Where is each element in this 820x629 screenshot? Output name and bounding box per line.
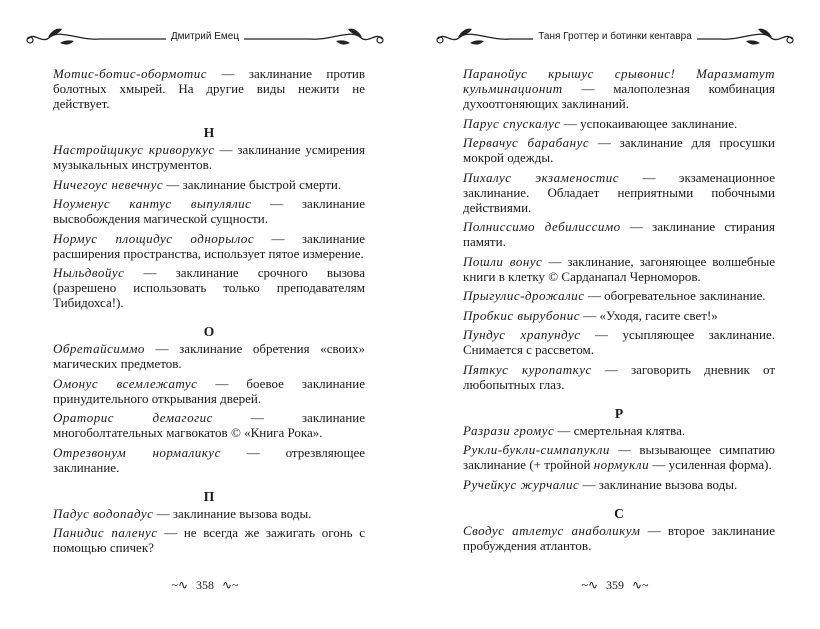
glossary-entry [463,254,775,284]
definition: — заклинание расширения пространства, использует пятое измерение. [53,230,365,261]
swirl-icon: ~∿ [581,578,598,592]
spell-term: Панидис паленус [53,525,158,540]
page-number [410,578,820,593]
section-letter: Р [614,405,624,421]
definition: — усиленная форма). [649,457,772,472]
glossary-entry [463,308,775,323]
glossary-entry [463,135,775,165]
definition: — заклинание вызова воды. [153,505,312,521]
spell-term: Прыгулис-дрожалис [463,288,585,303]
glossary-entry [463,219,775,249]
spell-term: Ноуменус кантус выпулялис [53,196,252,211]
running-header [20,27,390,49]
definition: — заклинание многоболтательных магвокатов © «Книга Рока». [53,410,366,440]
glossary-entry [463,288,775,303]
running-head-author: Дмитрий Емец [166,31,244,42]
glossary-entry [53,445,365,475]
definition: — «Уходя, гасите свет!» [580,307,718,323]
glossary-entry [53,376,365,406]
spell-term: Ораторис демагогис [53,410,213,425]
spell-term: Отрезвонум нормаликус [53,444,221,460]
right-page [410,0,820,629]
glossary-entry [463,523,775,553]
spell-term: Пундус храпундус [463,327,581,342]
spell-term: Полниссимо дебилиссимо [463,219,621,234]
spell-term: Пихалус экзаменостис [463,169,620,185]
definition: — усыпляющее заклинание. Снимается с рассветом. [463,327,775,357]
swirl-icon: ~∿ [171,578,188,592]
definition: — заклинание высвобождения магической сущности. [53,196,365,226]
glossary-entry [53,231,365,261]
section-letter: С [614,505,624,521]
spell-term: Сводус атлетус анаболикум [463,522,641,538]
section-letter: О [203,324,215,339]
definition: — заклинание срочного вызова (разрешено использовать только преподавателям Тибидохса!). [53,265,365,310]
glossary-entry [53,506,365,521]
spell-term: Пяткус куропаткус [463,361,592,377]
definition: — второе заклинание пробуждения атлантов. [463,522,775,553]
glossary-entry [53,410,365,440]
spell-term: Первачус барабанус [463,135,590,150]
glossary-entry [463,442,775,472]
definition: — отрезвляющее заклинание. [53,444,365,475]
glossary-entry [463,327,775,357]
definition: — не всегда же зажигать огонь с помощью спичек? [53,525,366,555]
glossary-entry [463,362,775,392]
glossary-entry [53,66,365,111]
spell-term: Парус спускалус [463,115,561,131]
definition: — смертельная клятва. [554,422,686,438]
spell-term: Пробкис вырубонис [463,307,580,323]
spell-term: Разрази громус [463,422,555,438]
spell-term: Настройщикус криворукус [53,142,215,157]
glossary-entry [53,142,365,172]
definition: — заклинание быстрой смерти. [163,176,342,192]
spell-term: Ничегоус невечнус [53,176,164,192]
spell-term: Ныльдвойус [53,265,125,280]
spell-term: Паранойус крышус срывонис! Маразматут кульминационит [463,66,775,96]
running-head-title: Таня Гроттер и ботинки кентавра [533,31,697,42]
definition: — боевое заклинание принудительного открывания дверей. [53,375,365,406]
spell-term: Пошли вонус [463,253,543,269]
glossary-entry [463,170,775,215]
definition: — вызывающее симпатию заклинание (+ тройной [463,442,775,472]
definition: — заклинание усмирения музыкальных инструментов. [53,142,365,172]
spell-term: нормукли [593,457,650,472]
swirl-icon: ∿~ [222,578,239,592]
glossary-entry [463,423,775,438]
running-header [430,27,800,49]
page-number-text: 358 [196,578,214,592]
definition: — успокаивающее заклинание. [560,115,738,131]
glossary-entry [53,525,365,555]
definition: — заклинание против болотных хмырей. На другие виды нежити не действует. [53,66,365,111]
glossary-entry [53,196,365,226]
spell-term: Обретайсиммо [53,341,145,356]
definition: — заклинание, загоняющее волшебные книги в клетку © Сарданапал Черноморов. [463,253,775,284]
spell-term: Ручейкус журчалис [463,476,580,492]
glossary-entry [463,66,775,111]
spell-term: Рукли-букли-симпапукли [463,442,610,457]
glossary-entry [53,265,365,310]
definition: — заклинание стирания памяти. [463,219,775,249]
definition: — заговорить дневник от любопытных глаз. [463,361,776,392]
definition: — заклинание для просушки мокрой одежды. [463,135,775,165]
swirl-icon: ∿~ [632,578,649,592]
page-body [463,66,775,557]
glossary-entry [463,477,775,492]
page-number [0,578,410,593]
section-letter: П [203,488,215,504]
spell-term: Падус водопадус [53,505,154,521]
spell-term: Мотис-ботис-обормотис [53,66,207,81]
definition: — малополезная комбинация духоотгоняющих заклинаний. [463,81,775,111]
definition: — экзаменационное заклинание. Обладает неприятными побочными действиями. [463,169,775,215]
section-letter: Н [203,125,215,140]
glossary-entry [53,341,365,371]
spell-term: Нормус площидус однорылос [53,230,255,246]
definition: — обогревательное заклинание. [584,288,766,303]
page-body [53,66,365,560]
definition: — заклинание обретения «своих» магических предметов. [53,341,365,371]
glossary-entry [53,177,365,192]
glossary-entry [463,116,775,131]
definition: — заклинание вызова воды. [579,476,738,492]
spell-term: Омонус всемлежатус [53,375,198,391]
page-number-text: 359 [606,578,624,592]
